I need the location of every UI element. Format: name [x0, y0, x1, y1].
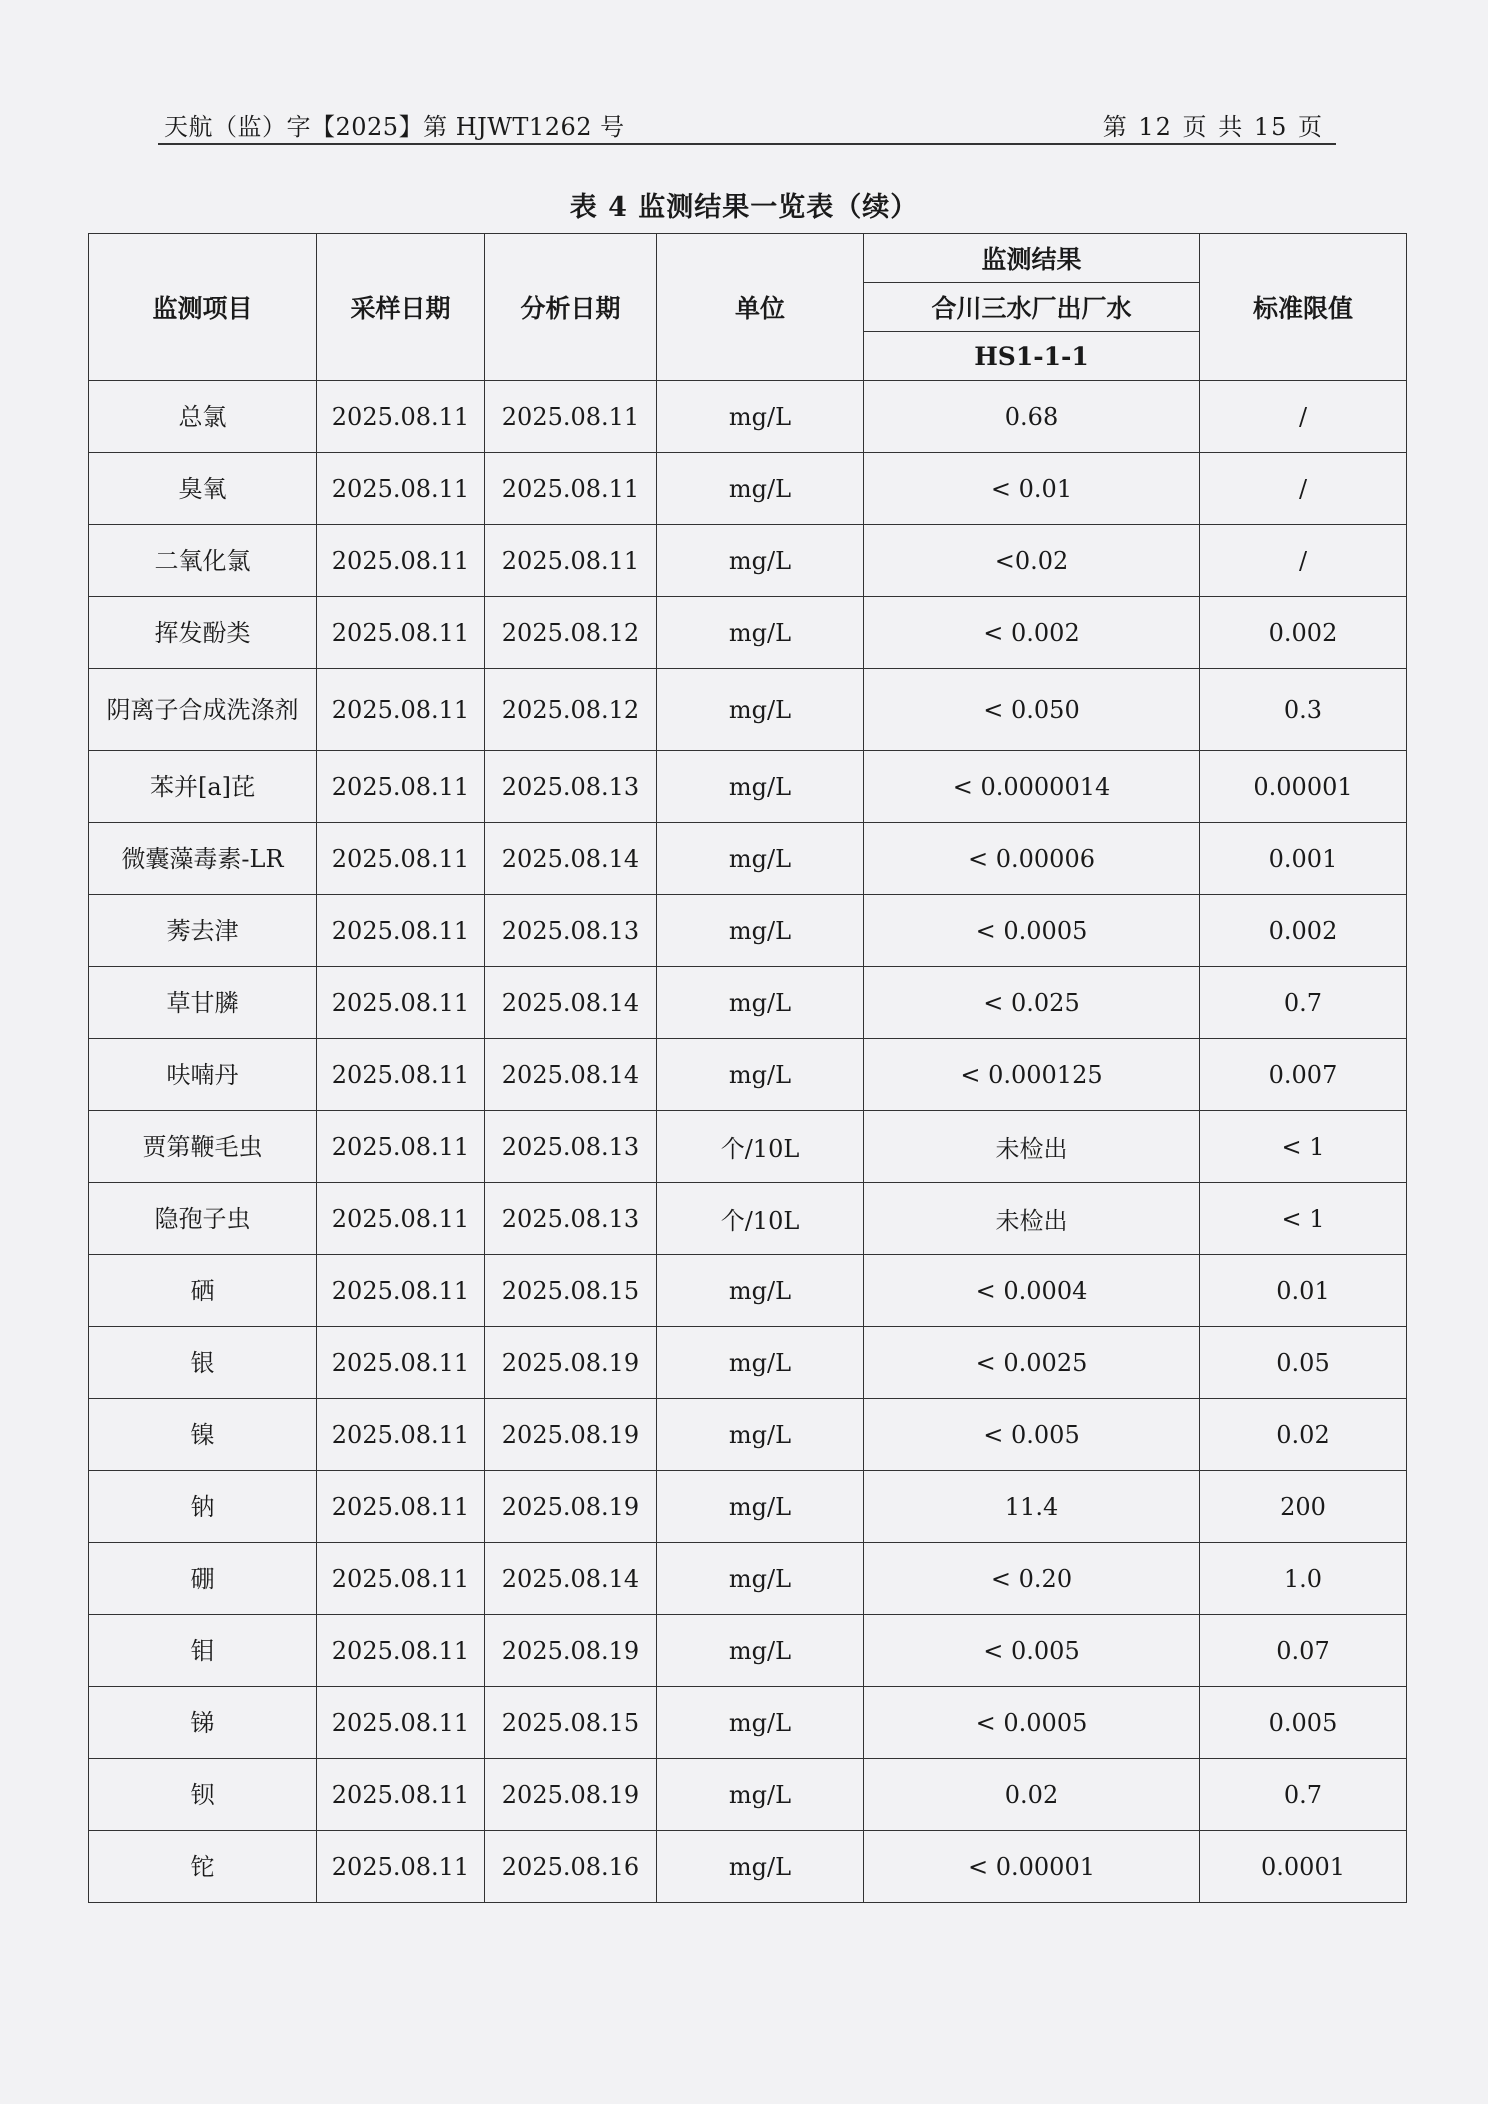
header-results: 监测结果 — [864, 234, 1200, 283]
item-cell: 草甘膦 — [89, 967, 317, 1039]
sampling-date-cell: 2025.08.11 — [317, 1759, 485, 1831]
item-cell: 呋喃丹 — [89, 1039, 317, 1111]
limit-cell: 0.007 — [1200, 1039, 1407, 1111]
item-cell: 钡 — [89, 1759, 317, 1831]
table-row — [89, 525, 1407, 597]
limit-cell: 0.02 — [1200, 1399, 1407, 1471]
sampling-date-cell: 2025.08.11 — [317, 1183, 485, 1255]
analysis-date-cell: 2025.08.15 — [485, 1687, 657, 1759]
result-cell: < 0.025 — [864, 967, 1200, 1039]
unit-cell: mg/L — [657, 967, 864, 1039]
analysis-date-cell: 2025.08.19 — [485, 1615, 657, 1687]
analysis-date-cell: 2025.08.12 — [485, 597, 657, 669]
result-cell: < 0.005 — [864, 1399, 1200, 1471]
result-cell: < 0.0005 — [864, 1687, 1200, 1759]
result-cell: < 0.000125 — [864, 1039, 1200, 1111]
analysis-date-cell: 2025.08.14 — [485, 1543, 657, 1615]
item-cell: 二氧化氯 — [89, 525, 317, 597]
limit-cell: 0.005 — [1200, 1687, 1407, 1759]
table-row — [89, 669, 1407, 751]
item-cell: 铊 — [89, 1831, 317, 1903]
table-row — [89, 453, 1407, 525]
result-cell: < 0.00006 — [864, 823, 1200, 895]
unit-cell: mg/L — [657, 823, 864, 895]
limit-cell: / — [1200, 381, 1407, 453]
sampling-date-cell: 2025.08.11 — [317, 669, 485, 751]
result-cell: < 0.20 — [864, 1543, 1200, 1615]
unit-cell: mg/L — [657, 1831, 864, 1903]
limit-cell: 0.3 — [1200, 669, 1407, 751]
unit-cell: mg/L — [657, 751, 864, 823]
analysis-date-cell: 2025.08.19 — [485, 1471, 657, 1543]
limit-cell: < 1 — [1200, 1183, 1407, 1255]
results-table — [88, 233, 1407, 1903]
table-row — [89, 1039, 1407, 1111]
table-row — [89, 1111, 1407, 1183]
unit-cell: mg/L — [657, 1615, 864, 1687]
item-cell: 阴离子合成洗涤剂 — [89, 669, 317, 751]
limit-cell: 0.05 — [1200, 1327, 1407, 1399]
table-row — [89, 1327, 1407, 1399]
limit-cell: 0.002 — [1200, 895, 1407, 967]
limit-cell: 1.0 — [1200, 1543, 1407, 1615]
result-cell: < 0.0005 — [864, 895, 1200, 967]
analysis-date-cell: 2025.08.14 — [485, 967, 657, 1039]
limit-cell: 0.0001 — [1200, 1831, 1407, 1903]
item-cell: 钼 — [89, 1615, 317, 1687]
analysis-date-cell: 2025.08.13 — [485, 751, 657, 823]
header-limit: 标准限值 — [1200, 234, 1407, 381]
limit-cell: < 1 — [1200, 1111, 1407, 1183]
limit-cell: / — [1200, 525, 1407, 597]
limit-cell: 0.002 — [1200, 597, 1407, 669]
analysis-date-cell: 2025.08.19 — [485, 1327, 657, 1399]
table-row — [89, 823, 1407, 895]
sampling-date-cell: 2025.08.11 — [317, 1399, 485, 1471]
table-row — [89, 1687, 1407, 1759]
unit-cell: mg/L — [657, 381, 864, 453]
result-cell: 0.02 — [864, 1759, 1200, 1831]
result-cell: < 0.005 — [864, 1615, 1200, 1687]
unit-cell: mg/L — [657, 597, 864, 669]
analysis-date-cell: 2025.08.16 — [485, 1831, 657, 1903]
sampling-date-cell: 2025.08.11 — [317, 1327, 485, 1399]
item-cell: 总氯 — [89, 381, 317, 453]
unit-cell: mg/L — [657, 1543, 864, 1615]
unit-cell: mg/L — [657, 1687, 864, 1759]
sampling-date-cell: 2025.08.11 — [317, 525, 485, 597]
analysis-date-cell: 2025.08.11 — [485, 453, 657, 525]
limit-cell: / — [1200, 453, 1407, 525]
analysis-date-cell: 2025.08.19 — [485, 1399, 657, 1471]
sampling-date-cell: 2025.08.11 — [317, 597, 485, 669]
item-cell: 钠 — [89, 1471, 317, 1543]
sampling-date-cell: 2025.08.11 — [317, 1255, 485, 1327]
header-analysis-date: 分析日期 — [485, 234, 657, 381]
item-cell: 镍 — [89, 1399, 317, 1471]
header-sampling-date: 采样日期 — [317, 234, 485, 381]
result-cell: < 0.01 — [864, 453, 1200, 525]
sampling-date-cell: 2025.08.11 — [317, 895, 485, 967]
result-cell: < 0.0004 — [864, 1255, 1200, 1327]
result-cell: < 0.00001 — [864, 1831, 1200, 1903]
unit-cell: mg/L — [657, 669, 864, 751]
unit-cell: mg/L — [657, 895, 864, 967]
table-row — [89, 381, 1407, 453]
sampling-date-cell: 2025.08.11 — [317, 1615, 485, 1687]
table-row — [89, 1831, 1407, 1903]
item-cell: 锑 — [89, 1687, 317, 1759]
table-row — [89, 1759, 1407, 1831]
analysis-date-cell: 2025.08.13 — [485, 1111, 657, 1183]
sampling-date-cell: 2025.08.11 — [317, 823, 485, 895]
result-cell: < 0.0000014 — [864, 751, 1200, 823]
page-header — [158, 103, 1336, 145]
analysis-date-cell: 2025.08.13 — [485, 1183, 657, 1255]
sampling-date-cell: 2025.08.11 — [317, 1471, 485, 1543]
sampling-date-cell: 2025.08.11 — [317, 1687, 485, 1759]
sampling-date-cell: 2025.08.11 — [317, 1543, 485, 1615]
table-body — [89, 381, 1407, 1903]
sampling-date-cell: 2025.08.11 — [317, 751, 485, 823]
item-cell: 臭氧 — [89, 453, 317, 525]
table-row — [89, 895, 1407, 967]
limit-cell: 0.7 — [1200, 1759, 1407, 1831]
table-row — [89, 1471, 1407, 1543]
unit-cell: 个/10L — [657, 1183, 864, 1255]
analysis-date-cell: 2025.08.11 — [485, 525, 657, 597]
header-sample-id: HS1-1-1 — [864, 332, 1200, 381]
result-cell: 0.68 — [864, 381, 1200, 453]
table-row — [89, 1615, 1407, 1687]
unit-cell: mg/L — [657, 1255, 864, 1327]
item-cell: 隐孢子虫 — [89, 1183, 317, 1255]
header-item: 监测项目 — [89, 234, 317, 381]
unit-cell: 个/10L — [657, 1111, 864, 1183]
item-cell: 挥发酚类 — [89, 597, 317, 669]
header-unit: 单位 — [657, 234, 864, 381]
table-row — [89, 967, 1407, 1039]
unit-cell: mg/L — [657, 453, 864, 525]
result-cell: <0.02 — [864, 525, 1200, 597]
limit-cell: 0.00001 — [1200, 751, 1407, 823]
limit-cell: 0.01 — [1200, 1255, 1407, 1327]
unit-cell: mg/L — [657, 525, 864, 597]
item-cell: 苯并[a]芘 — [89, 751, 317, 823]
result-cell: < 0.002 — [864, 597, 1200, 669]
result-cell: < 0.0025 — [864, 1327, 1200, 1399]
unit-cell: mg/L — [657, 1399, 864, 1471]
item-cell: 莠去津 — [89, 895, 317, 967]
table-row — [89, 1255, 1407, 1327]
result-cell: < 0.050 — [864, 669, 1200, 751]
page-indicator: 第 12 页 共 15 页 — [1102, 113, 1324, 141]
limit-cell: 0.001 — [1200, 823, 1407, 895]
limit-cell: 200 — [1200, 1471, 1407, 1543]
analysis-date-cell: 2025.08.13 — [485, 895, 657, 967]
result-cell: 11.4 — [864, 1471, 1200, 1543]
analysis-date-cell: 2025.08.14 — [485, 1039, 657, 1111]
table-row — [89, 751, 1407, 823]
item-cell: 银 — [89, 1327, 317, 1399]
unit-cell: mg/L — [657, 1471, 864, 1543]
item-cell: 硒 — [89, 1255, 317, 1327]
sampling-date-cell: 2025.08.11 — [317, 967, 485, 1039]
table-row — [89, 1543, 1407, 1615]
sampling-date-cell: 2025.08.11 — [317, 453, 485, 525]
item-cell: 微囊藻毒素-LR — [89, 823, 317, 895]
unit-cell: mg/L — [657, 1759, 864, 1831]
sampling-date-cell: 2025.08.11 — [317, 1111, 485, 1183]
header-location: 合川三水厂出厂水 — [864, 283, 1200, 332]
analysis-date-cell: 2025.08.15 — [485, 1255, 657, 1327]
table-row — [89, 1183, 1407, 1255]
sampling-date-cell: 2025.08.11 — [317, 381, 485, 453]
unit-cell: mg/L — [657, 1327, 864, 1399]
sampling-date-cell: 2025.08.11 — [317, 1831, 485, 1903]
limit-cell: 0.07 — [1200, 1615, 1407, 1687]
sampling-date-cell: 2025.08.11 — [317, 1039, 485, 1111]
table-row — [89, 597, 1407, 669]
limit-cell: 0.7 — [1200, 967, 1407, 1039]
table-row — [89, 1399, 1407, 1471]
document-number: 天航（监）字【2025】第 HJWT1262 号 — [164, 113, 625, 141]
analysis-date-cell: 2025.08.11 — [485, 381, 657, 453]
result-cell: 未检出 — [864, 1183, 1200, 1255]
unit-cell: mg/L — [657, 1039, 864, 1111]
item-cell: 硼 — [89, 1543, 317, 1615]
analysis-date-cell: 2025.08.12 — [485, 669, 657, 751]
table-title: 表 4 监测结果一览表（续） — [569, 192, 919, 223]
analysis-date-cell: 2025.08.14 — [485, 823, 657, 895]
analysis-date-cell: 2025.08.19 — [485, 1759, 657, 1831]
item-cell: 贾第鞭毛虫 — [89, 1111, 317, 1183]
result-cell: 未检出 — [864, 1111, 1200, 1183]
